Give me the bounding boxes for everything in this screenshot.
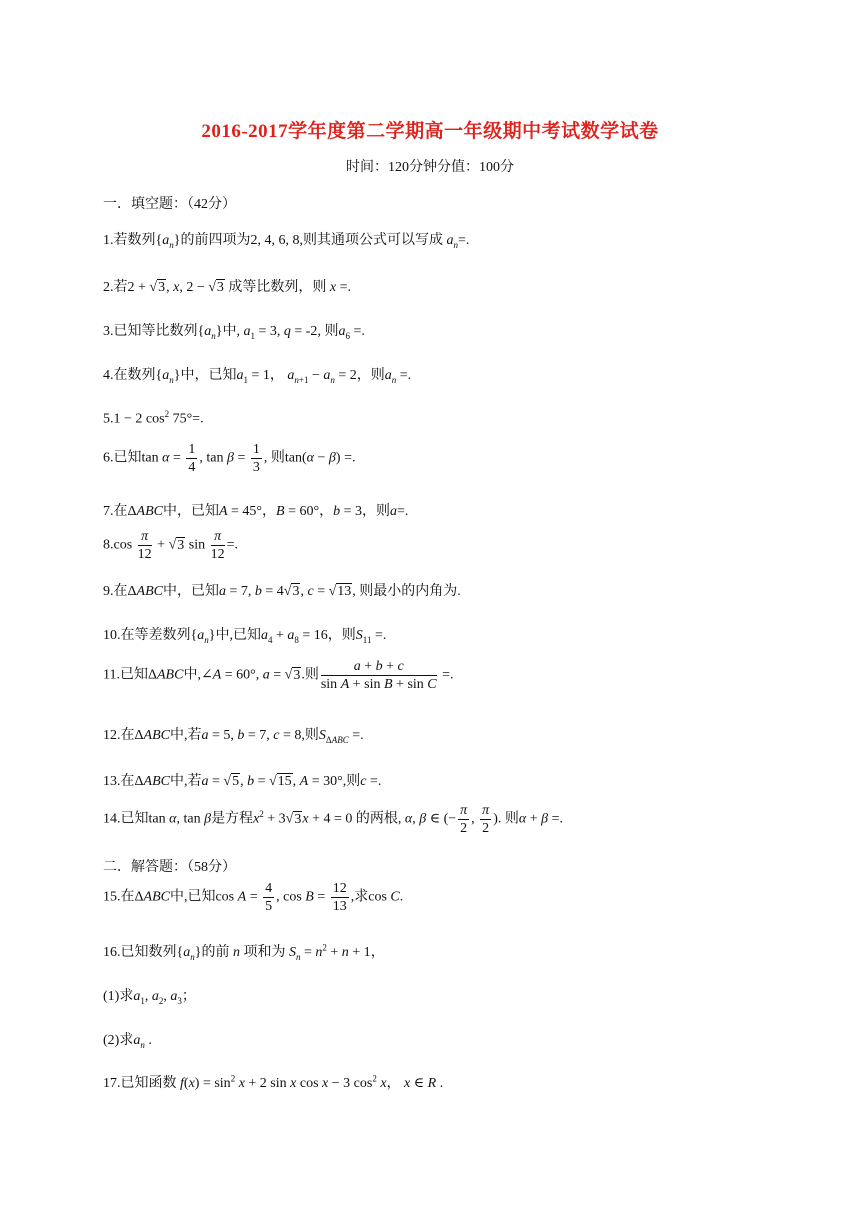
question-16: 16.已知数列$\{a_n\}$的前 n 项和为 $S_n = n^2 + n + 1$， [103, 942, 385, 962]
question-11: 11.已知ΔABC中,∠A = 60°, a = √3.则 $\frac{a + b + c}{\text{sin A + sin B + sin C}}$ =. [103, 659, 454, 692]
section-fill-blank: 一．填空题：（42分） [103, 197, 236, 212]
question-8: 8.cos $\frac{\pi}{12}$ + √3 sin $\frac{\pi}{12}$ =. [103, 529, 239, 562]
question-10: 10.在等差数列$\{a_n\}$中,已知$a_4 + a_8 = 16$，则$S_{11}$ =. [103, 628, 387, 645]
section-answer: 二．解答题：（58分） [103, 860, 236, 875]
question-13: 13.在ΔABC中,若a = √5, b = √15, A = 30°,则c =. [103, 774, 382, 789]
question-2: 2.若2 + √3, x, 2 − √3 成等比数列，则 x =. [103, 280, 352, 295]
question-16-part-1: (1)求$a_1$, $a_2$, $a_3$； [103, 989, 196, 1006]
question-7: 7.在ΔABC中，已知A = 45°，B = 60°，b = 3，则a=. [103, 504, 409, 519]
question-1: 1.若数列$\{a_n\}$的前四项为2, 4, 6, 8,则其通项公式可以写成 $a_n=$. [103, 233, 470, 250]
question-9: 9.在ΔABC中，已知a = 7, b = 4√3, c = √13, 则最小的内角为. [103, 584, 461, 599]
question-17: 17.已知函数 $f(x) = \sin^2 x + 2$ sin x cos x − 3 $\cos^2 x$， x ∈ R . [103, 1073, 444, 1091]
question-15: 15.在ΔABC中,已知cos A = $\frac{4}{5}$ , cos B = $\frac{12}{13}$ ,求cos C. [103, 881, 404, 914]
question-16-part-2: (2)求$a_n$ . [103, 1033, 152, 1050]
exam-title: 2016-2017学年度第二学期高一年级期中考试数学试卷 [201, 121, 659, 142]
question-5: 5.1 − 2 $\cos^2 75^\circ=$. [103, 409, 204, 427]
question-6: 6.已知tan α = $\frac{1}{4}$ , tan β = $\frac{1}{3}$ , 则tan(α − β) =. [103, 442, 356, 475]
question-12: 12.在ΔABC中,若a = 5, b = 7, c = 8,则$S_{\Delta ABC}$ =. [103, 728, 364, 745]
question-3: 3.已知等比数列$\{a_n\}$中, $a_1 = 3$, q = -2, 则$a_6$ =. [103, 324, 365, 341]
question-14: 14.已知tan α, tan β是方程$x^2 + 3√3x + 4 = 0$ 的两根, α, β ∈ (− $\frac{\pi}{2}$ , $\frac{\pi}{2}$ ). 则α + β =. [103, 803, 564, 836]
question-4: 4.在数列$\{a_n\}$中，已知$a_1 = 1$， $a_{n+1} - a_n = 2$，则$a_n$ =. [103, 368, 412, 385]
exam-subtitle: 时间：120分钟分值：100分 [346, 160, 514, 175]
